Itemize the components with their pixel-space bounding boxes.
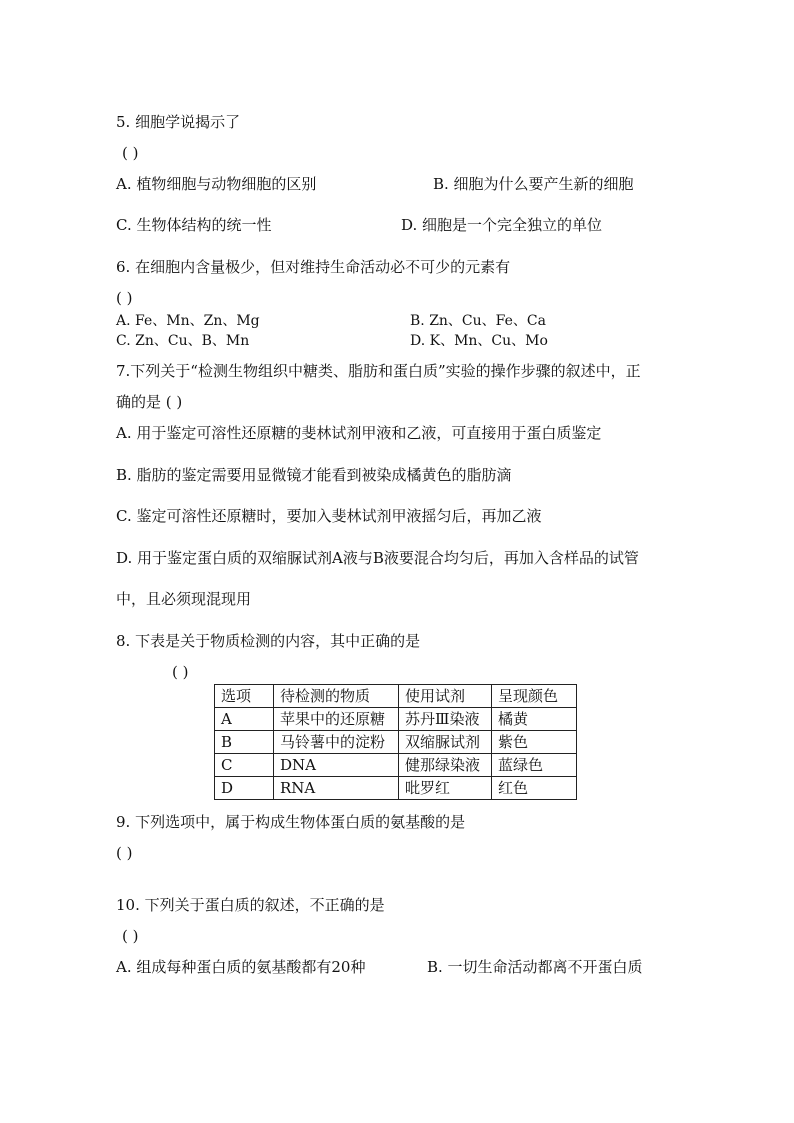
- table-cell: RNA: [274, 777, 399, 800]
- q7-option-a: A. 用于鉴定可溶性还原糖的斐林试剂甲液和乙液，可直接用于蛋白质鉴定: [116, 424, 602, 442]
- q6-stem: 6. 在细胞内含量极少，但对维持生命活动必不可少的元素有: [116, 258, 511, 276]
- q7-stem-line1: 7.下列关于“检测生物组织中糖类、脂肪和蛋白质”实验的操作步骤的叙述中，正: [116, 362, 641, 380]
- q6-option-c: C. Zn、Cu、B、Mn: [116, 333, 250, 349]
- q5-option-a: A. 植物细胞与动物细胞的区别: [116, 175, 317, 193]
- q9-stem: 9. 下列选项中，属于构成生物体蛋白质的氨基酸的是: [116, 813, 466, 831]
- q5-option-c: C. 生物体结构的统一性: [116, 216, 272, 234]
- q9-answer-paren: ( ): [116, 844, 133, 862]
- table-cell: 红色: [492, 777, 577, 800]
- table-cell: A: [215, 708, 274, 731]
- table-cell: 健那绿染液: [399, 754, 492, 777]
- table-cell: 马铃薯中的淀粉: [274, 731, 399, 754]
- table-cell: B: [215, 731, 274, 754]
- q6-option-b: B. Zn、Cu、Fe、Ca: [410, 313, 546, 329]
- table-header-cell: 待检测的物质: [274, 685, 399, 708]
- table-header-cell: 选项: [215, 685, 274, 708]
- q8-table: [214, 684, 577, 800]
- table-cell: D: [215, 777, 274, 800]
- table-row: [215, 708, 577, 731]
- table-cell: DNA: [274, 754, 399, 777]
- q8-stem: 8. 下表是关于物质检测的内容，其中正确的是: [116, 632, 421, 650]
- table-cell: C: [215, 754, 274, 777]
- q10-option-a: A. 组成每种蛋白质的氨基酸都有20种: [116, 958, 366, 976]
- q7-option-d: D. 用于鉴定蛋白质的双缩脲试剂A液与B液要混合均匀后，再加入含样品的试管: [116, 549, 639, 567]
- table-cell: 蓝绿色: [492, 754, 577, 777]
- q8-answer-paren: ( ): [172, 663, 189, 681]
- table-cell: 吡罗红: [399, 777, 492, 800]
- q7-option-d-continued: 中，且必须现混现用: [116, 590, 252, 608]
- q5-answer-paren: ( ): [122, 144, 139, 162]
- table-row: [215, 731, 577, 754]
- q7-option-c: C. 鉴定可溶性还原糖时，要加入斐林试剂甲液摇匀后，再加乙液: [116, 507, 542, 525]
- table-row: [215, 754, 577, 777]
- q10-stem: 10. 下列关于蛋白质的叙述，不正确的是: [116, 896, 385, 914]
- table-cell: 苏丹Ⅲ染液: [399, 708, 492, 731]
- q6-answer-paren: ( ): [116, 289, 133, 307]
- q10-option-b: B. 一切生命活动都离不开蛋白质: [427, 958, 643, 976]
- q5-option-d: D. 细胞是一个完全独立的单位: [401, 216, 603, 234]
- table-cell: 橘黄: [492, 708, 577, 731]
- table-header-row: [215, 685, 577, 708]
- table-cell: 双缩脲试剂: [399, 731, 492, 754]
- q6-option-d: D. K、Mn、Cu、Mo: [410, 333, 548, 349]
- q5-stem: 5. 细胞学说揭示了: [116, 113, 241, 131]
- q10-answer-paren: ( ): [122, 927, 139, 945]
- q5-option-b: B. 细胞为什么要产生新的细胞: [433, 175, 634, 193]
- q7-option-b: B. 脂肪的鉴定需要用显微镜才能看到被染成橘黄色的脂肪滴: [116, 466, 512, 484]
- q7-stem-line2: 确的是 ( ): [116, 393, 183, 411]
- table-header-cell: 使用试剂: [399, 685, 492, 708]
- table-cell: 苹果中的还原糖: [274, 708, 399, 731]
- table-cell: 紫色: [492, 731, 577, 754]
- table-row: [215, 777, 577, 800]
- table-header-cell: 呈现颜色: [492, 685, 577, 708]
- q6-option-a: A. Fe、Mn、Zn、Mg: [116, 313, 260, 329]
